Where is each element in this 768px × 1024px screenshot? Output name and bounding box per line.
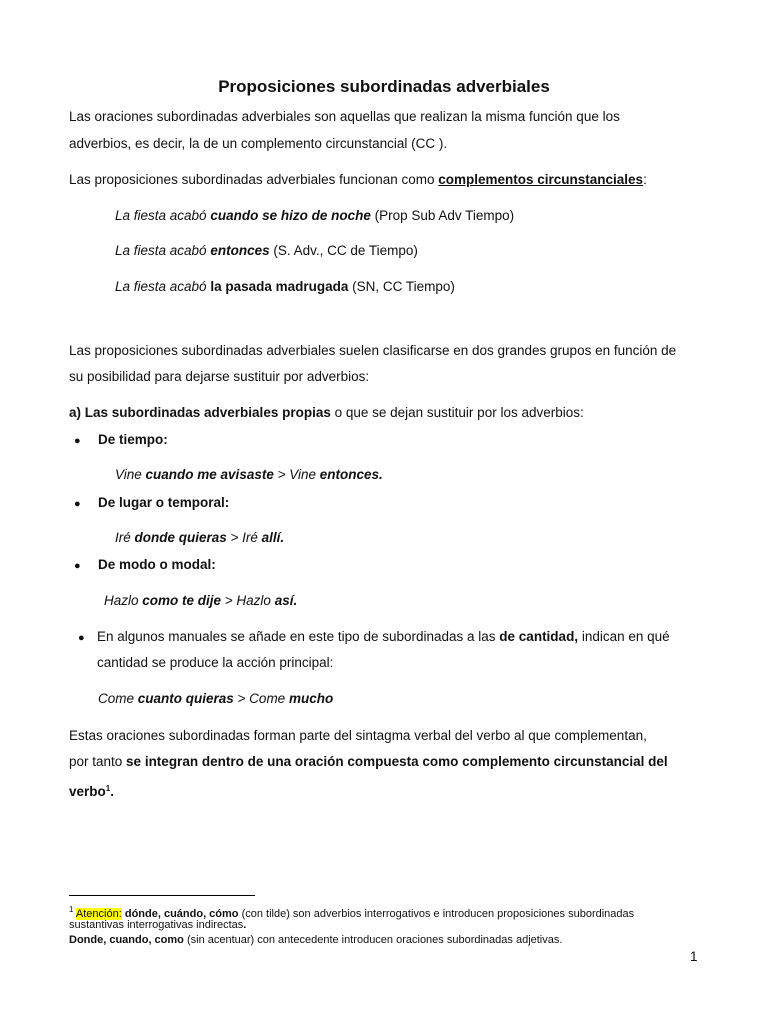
example-bold: así. bbox=[274, 593, 298, 608]
footnote-text-end: . bbox=[243, 919, 247, 931]
group-a-heading bbox=[69, 404, 584, 422]
closing-line-1: Estas oraciones subordinadas forman parte del sintagma verbal del verbo al que complementan, bbox=[69, 728, 647, 743]
cantidad-line-2: cantidad se produce la acción principal: bbox=[97, 655, 334, 670]
example-italic: La fiesta acabó bbox=[115, 208, 211, 223]
cantidad-example bbox=[98, 690, 333, 708]
example-italic: La fiesta acabó bbox=[115, 279, 211, 294]
function-end: : bbox=[643, 172, 647, 187]
footnote-line-2 bbox=[69, 918, 246, 932]
bullet-dot-icon: ● bbox=[74, 435, 81, 447]
example-line-3 bbox=[115, 278, 455, 296]
example-rest: (Prop Sub Adv Tiempo) bbox=[370, 208, 515, 223]
footnote-text: (sin acentuar) con antecedente introducen oraciones subordinadas adjetivas. bbox=[183, 934, 563, 946]
example-bold: la pasada madrugada bbox=[210, 279, 349, 294]
footnote-line-3 bbox=[69, 933, 562, 947]
bullet-dot-icon: ● bbox=[78, 632, 85, 644]
closing-verbo: verbo bbox=[69, 784, 106, 799]
example-bold: allí. bbox=[261, 530, 285, 545]
example-plain: Iré bbox=[115, 530, 135, 545]
closing-end: . bbox=[110, 784, 114, 799]
function-paragraph bbox=[69, 171, 647, 189]
bullet-example-lugar bbox=[115, 529, 284, 547]
classify-line-2: su posibilidad para dejarse sustituir por adverbios: bbox=[69, 369, 370, 384]
footnote-bold: Donde, cuando, como bbox=[69, 934, 184, 946]
example-bold: donde quieras bbox=[134, 530, 227, 545]
example-line-1 bbox=[115, 207, 514, 225]
example-bold: mucho bbox=[288, 691, 334, 706]
cantidad-bold: de cantidad, bbox=[499, 629, 579, 644]
bullet-label-tiempo: De tiempo: bbox=[98, 432, 168, 447]
example-rest: (SN, CC Tiempo) bbox=[348, 279, 455, 294]
footnote-text: sustantivas interrogativas indirectas bbox=[69, 919, 244, 931]
function-underlined: complementos circunstanciales bbox=[438, 172, 644, 187]
example-plain: Come bbox=[98, 691, 138, 706]
closing-bold: se integran dentro de una oración compuesta como complemento circunstancial del bbox=[126, 754, 668, 769]
example-plain: > Vine bbox=[273, 467, 320, 482]
bullet-example-tiempo bbox=[115, 466, 383, 484]
group-a-rest: o que se dejan sustituir por los adverbios: bbox=[330, 405, 584, 420]
bullet-label-lugar: De lugar o temporal: bbox=[98, 495, 230, 510]
example-bold: entonces. bbox=[319, 467, 383, 482]
example-plain: > Come bbox=[233, 691, 289, 706]
page-number: 1 bbox=[690, 949, 698, 964]
footnote-highlight: Atención: bbox=[75, 908, 122, 920]
example-bold: como te dije bbox=[142, 593, 222, 608]
bullet-dot-icon: ● bbox=[74, 560, 81, 572]
example-plain: > Hazlo bbox=[221, 593, 275, 608]
example-bold: cuanto quieras bbox=[137, 691, 234, 706]
example-rest: (S. Adv., CC de Tiempo) bbox=[269, 243, 418, 258]
footnote-number: 1 bbox=[69, 905, 74, 914]
cantidad-text: En algunos manuales se añade en este tipo de subordinadas a las bbox=[97, 629, 500, 644]
closing-text: por tanto bbox=[69, 754, 127, 769]
closing-line-3 bbox=[69, 780, 114, 801]
example-plain: Hazlo bbox=[104, 593, 143, 608]
example-italic: La fiesta acabó bbox=[115, 243, 211, 258]
example-plain: > Iré bbox=[226, 530, 262, 545]
bullet-dot-icon: ● bbox=[74, 498, 81, 510]
footnote-bold: dónde, cuándo, cómo bbox=[124, 908, 239, 920]
bullet-example-modo bbox=[104, 592, 297, 610]
example-bold: cuando se hizo de noche bbox=[210, 208, 371, 223]
example-plain: Vine bbox=[115, 467, 146, 482]
page-title: Proposiciones subordinadas adverbiales bbox=[218, 77, 550, 96]
cantidad-line-1 bbox=[97, 628, 670, 646]
example-bold: cuando me avisaste bbox=[145, 467, 274, 482]
function-text: Las proposiciones subordinadas adverbiales funcionan como bbox=[69, 172, 439, 187]
footnote-reference[interactable]: 1 bbox=[105, 784, 111, 793]
cantidad-text-end: indican en qué bbox=[578, 629, 670, 644]
example-line-2 bbox=[115, 242, 418, 260]
footnote-separator bbox=[69, 895, 255, 896]
intro-line-2: adverbios, es decir, la de un complemento circunstancial (CC ). bbox=[69, 136, 448, 151]
group-a-bold: a) Las subordinadas adverbiales propias bbox=[69, 405, 331, 420]
classify-line-1: Las proposiciones subordinadas adverbiales suelen clasificarse en dos grandes grupos en función de bbox=[69, 343, 677, 358]
intro-line-1: Las oraciones subordinadas adverbiales son aquellas que realizan la misma función que los bbox=[69, 109, 620, 124]
footnote-text: (con tilde) son adverbios interrogativos e introducen proposiciones subordinadas bbox=[238, 908, 635, 920]
example-bold: entonces bbox=[210, 243, 270, 258]
closing-line-2 bbox=[69, 753, 668, 771]
bullet-label-modo: De modo o modal: bbox=[98, 557, 216, 572]
